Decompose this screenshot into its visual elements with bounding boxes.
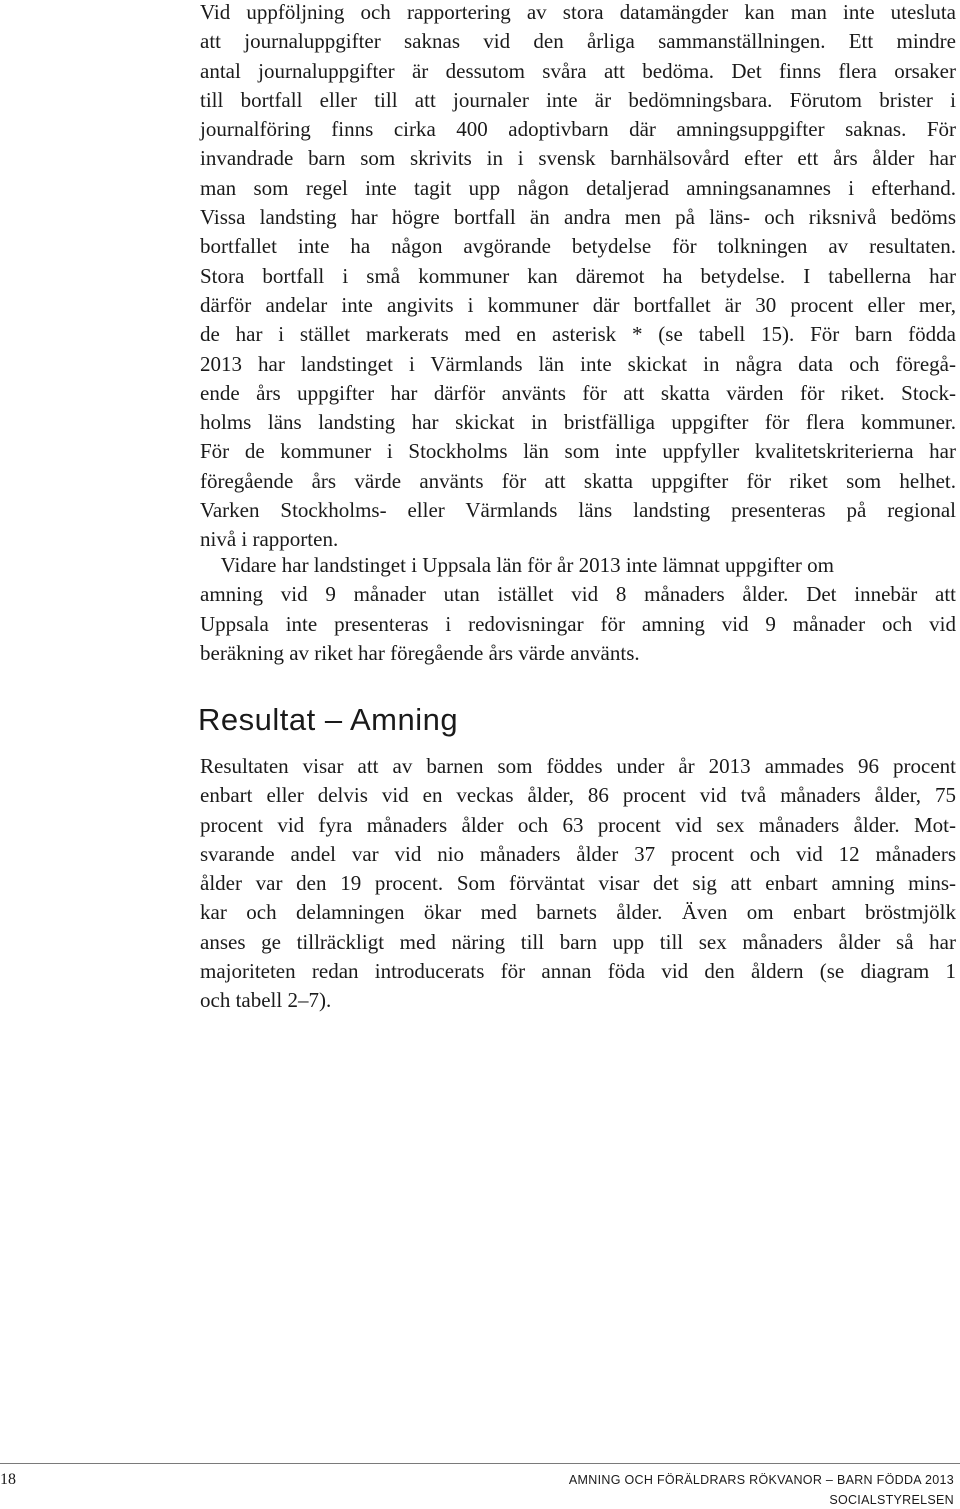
text-line: Vissa landsting har högre bortfall än andra men på läns- och riksnivå bedöms — [200, 205, 956, 230]
text-line: 2013 har landstinget i Värmlands län inte skickat in några data och föregå- — [200, 351, 956, 376]
text-line: föregående års värde använts för att skatta uppgifter för riket som helhet. — [200, 468, 956, 493]
text-line: Stora bortfall i små kommuner kan däremot ha betydelse. I tabellerna har — [200, 263, 956, 288]
text-line: de har i stället markerats med en asterisk * (se tabell 15). För barn födda — [200, 322, 956, 347]
text-line: amning vid 9 månader utan istället vid 8 månaders ålder. Det innebär att — [200, 582, 956, 607]
text-line: anses ge tillräckligt med näring till barn upp till sex månaders ålder så har — [200, 929, 956, 954]
footer-divider — [0, 1463, 960, 1464]
text-line: nivå i rapporten. — [200, 527, 339, 552]
text-line: Resultaten visar att av barnen som föddes under år 2013 ammades 96 procent — [200, 754, 956, 778]
running-title: AMNING OCH FÖRÄLDRARS RÖKVANOR – BARN FÖDDA 2013 — [568, 1473, 954, 1487]
section-heading: Resultat – Amning — [198, 702, 459, 737]
text-line: För de kommuner i Stockholms län som inte uppfyller kvalitetskriterierna har — [200, 439, 956, 464]
text-line: svarande andel var vid nio månaders ålder 37 procent och vid 12 månaders — [200, 841, 956, 866]
text-line: Varken Stockholms- eller Värmlands läns landsting presenteras på regional — [200, 498, 956, 523]
text-line: och tabell 2–7). — [200, 988, 332, 1013]
text-line: bortfallet inte ha någon avgörande betydelse för tolkningen av resultaten. — [200, 234, 956, 259]
text-line: ende års uppgifter har därför använts för att skatta värden för riket. Stock- — [200, 380, 956, 405]
text-line: Vidare har landstinget i Uppsala län för år 2013 inte lämnat uppgifter om — [200, 553, 835, 577]
text-line: att journaluppgifter saknas vid den årliga sammanställningen. Ett mindre — [200, 29, 956, 54]
page-number: 18 — [0, 1471, 16, 1488]
paragraph-data-quality — [200, 0, 956, 555]
text-line: invandrade barn som skrivits in i svensk barnhälsovård efter ett års ålder har — [200, 146, 956, 171]
text-line: antal journaluppgifter är dessutom svåra att bedöma. Det finns flera orsaker — [200, 58, 956, 83]
text-line: till bortfall eller till att journaler inte är bedömningsbara. Förutom brister i — [200, 87, 956, 112]
text-line: procent vid fyra månaders ålder och 63 procent vid sex månaders ålder. Mot- — [200, 812, 956, 837]
text-line: holms läns landsting har skickat in bristfälliga uppgifter för flera kommuner. — [200, 410, 956, 435]
text-line: enbart eller delvis vid en veckas ålder, 86 procent vid två månaders ålder, 75 — [200, 783, 956, 808]
text-line: beräkning av riket har föregående års värde använts. — [200, 640, 640, 665]
paragraph-results — [200, 752, 956, 1016]
publisher-name: SOCIALSTYRELSEN — [829, 1493, 954, 1507]
text-line: majoriteten redan introducerats för annan föda vid den åldern (se diagram 1 — [200, 959, 956, 984]
text-line: journalföring finns cirka 400 adoptivbarn där amningsuppgifter saknas. För — [200, 117, 956, 142]
text-line: därför andelar inte angivits i kommuner där bortfallet är 30 procent eller mer, — [200, 292, 956, 317]
text-line: man som regel inte tagit upp någon detaljerad amningsanamnes i efterhand. — [200, 175, 956, 200]
text-line: ålder var den 19 procent. Som förväntat visar det sig att enbart amning mins- — [200, 871, 956, 896]
text-line: kar och delamningen ökar med barnets ålder. Även om enbart bröstmjölk — [200, 900, 956, 925]
text-line: Vid uppföljning och rapportering av stora datamängder kan man inte utesluta — [200, 0, 956, 24]
text-line: Uppsala inte presenteras i redovisningar för amning vid 9 månader och vid — [200, 611, 956, 636]
paragraph-uppsala — [200, 551, 956, 668]
